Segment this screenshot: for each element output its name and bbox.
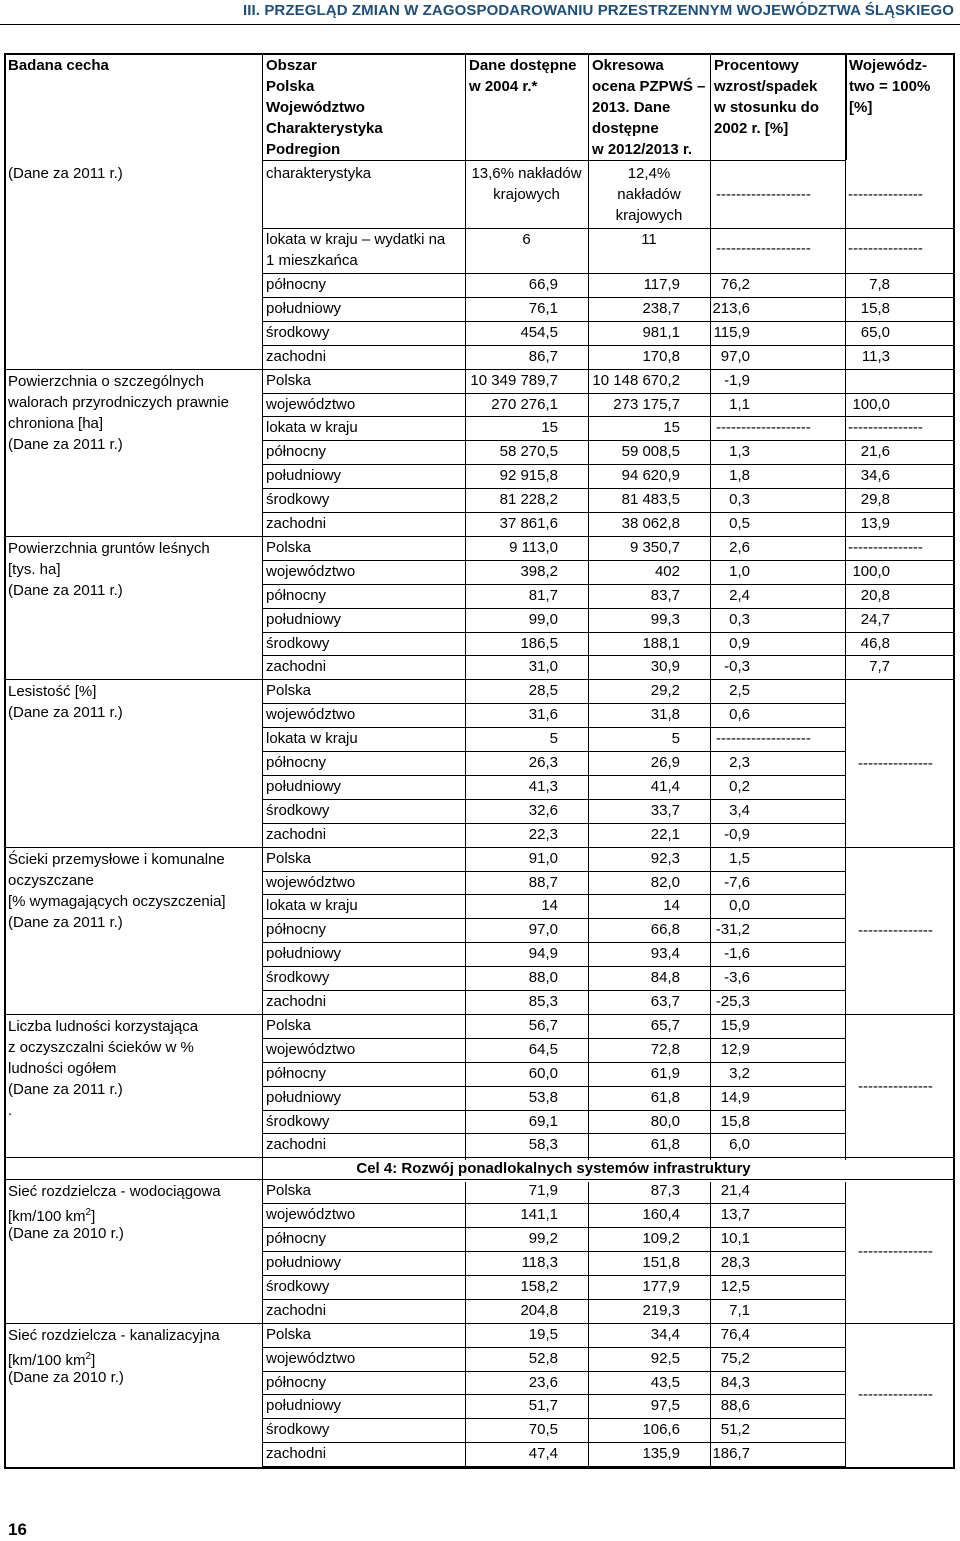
header-dane-2004: w 2004 r.* — [469, 78, 538, 95]
value-2013: 94 620,9 — [621, 467, 680, 485]
page-number: 16 — [8, 1520, 27, 1539]
value-2004: 5 — [549, 730, 558, 748]
value-2013: 135,9 — [642, 1445, 680, 1463]
area-name: Polska — [266, 1325, 312, 1343]
value-2004: 14 — [541, 897, 558, 915]
value-woj: 46,8 — [860, 634, 890, 652]
value-pct: 186,7 — [712, 1445, 750, 1463]
area-name: środkowy — [266, 801, 330, 819]
value-2004: 23,6 — [528, 1373, 558, 1391]
section-label: (Dane za 2010 r.) — [8, 1368, 124, 1386]
value-2004: 81 228,2 — [499, 491, 558, 509]
area-name: zachodni — [266, 1136, 327, 1154]
value-woj: 13,9 — [860, 515, 890, 532]
value-2004: 97,0 — [528, 921, 558, 939]
area-name: województwo — [266, 1349, 356, 1367]
area-name: południowy — [266, 1254, 342, 1271]
value-woj: 100,0 — [852, 395, 890, 413]
value-2004: 99,2 — [528, 1230, 558, 1248]
value-2013: 170,8 — [642, 347, 680, 365]
value-pct: 0,3 — [729, 610, 750, 628]
table-hline — [262, 1466, 845, 1467]
value-woj: --------------- — [848, 240, 923, 257]
value-2013: 59 008,5 — [621, 443, 680, 461]
value-woj: --------------- — [848, 538, 923, 556]
area-name: środkowy — [266, 323, 330, 341]
area-name: północny — [266, 1373, 327, 1391]
area-name: północny — [266, 443, 327, 461]
value-2013: 9 350,7 — [629, 538, 680, 556]
value-2013: 61,8 — [650, 1088, 680, 1106]
value-2013: 33,7 — [650, 801, 680, 819]
value-2004: 70,5 — [528, 1421, 558, 1439]
value-2013: 12,4% — [627, 165, 671, 182]
area-name: lokata w kraju — [266, 419, 358, 437]
value-2004: 81,7 — [528, 586, 558, 604]
table-vline — [845, 53, 847, 160]
value-pct: -3,6 — [724, 969, 750, 987]
value-pct: -31,2 — [715, 921, 750, 939]
value-2004: 204,8 — [520, 1301, 558, 1319]
value-2004: 31,6 — [528, 706, 558, 724]
value-2013: 82,0 — [650, 873, 680, 891]
value-2004: 47,4 — [528, 1445, 558, 1463]
value-2004: 58,3 — [528, 1136, 558, 1154]
unit-text: ] — [91, 1208, 96, 1226]
header-obszar: Charakterystyka — [266, 120, 383, 137]
area-name: zachodni — [266, 658, 327, 676]
value-2013: 65,7 — [650, 1016, 680, 1034]
header-procentowy: wzrost/spadek — [714, 78, 818, 95]
value-2004: 91,0 — [528, 849, 558, 867]
value-2004: 99,0 — [528, 610, 558, 628]
value-woj-merged: --------------- — [858, 1243, 933, 1260]
area-name: południowy — [266, 610, 342, 628]
area-name: województwo — [266, 395, 356, 413]
area-name: Polska — [266, 682, 312, 700]
value-2013: 177,9 — [642, 1277, 680, 1295]
area-name: północny — [266, 921, 327, 939]
value-woj: 29,8 — [860, 491, 890, 509]
value-2013: 81 483,5 — [621, 491, 680, 509]
value-2013: 10 148 670,2 — [592, 371, 680, 389]
section-label: (Dane za 2011 r.) — [8, 581, 123, 599]
value-2004: 76,1 — [528, 299, 558, 317]
area-name: województwo — [266, 562, 356, 580]
value-2004: 53,8 — [528, 1088, 558, 1106]
value-2004: 13,6% nakładów — [471, 165, 582, 182]
value-pct: 97,0 — [720, 347, 750, 365]
value-2013: 219,3 — [642, 1301, 680, 1319]
value-2004: 37 861,6 — [499, 515, 558, 532]
goal-row-title: Cel 4: Rozwój ponadlokalnych systemów infrastruktury — [356, 1160, 751, 1178]
header-procentowy: w stosunku do — [714, 99, 819, 116]
header-title: III. PRZEGLĄD ZMIAN W ZAGOSPODAROWANIU PRZESTRZENNYM WOJEWÓDZTWA ŚLĄSKIEGO — [242, 2, 954, 19]
value-pct: -25,3 — [715, 993, 750, 1010]
value-pct: 15,9 — [720, 1016, 750, 1034]
value-pct: 2,4 — [729, 586, 750, 604]
value-2004: 60,0 — [528, 1064, 558, 1082]
value-2013: 34,4 — [650, 1325, 680, 1343]
section-label: Powierzchnia o szczególnych — [8, 372, 204, 390]
value-pct: 6,0 — [729, 1136, 750, 1154]
value-2004: 19,5 — [528, 1325, 558, 1343]
area-name: lokata w kraju – wydatki na — [266, 231, 446, 248]
value-pct: 15,8 — [720, 1112, 750, 1130]
value-2013: 11 — [641, 231, 657, 248]
unit-superscript: 2 — [85, 1207, 92, 1219]
value-woj: --------------- — [848, 419, 923, 437]
value-woj-merged: --------------- — [858, 922, 933, 940]
section-label: oczyszczane — [8, 871, 94, 889]
value-2013: 106,6 — [642, 1421, 680, 1439]
value-2013: 43,5 — [650, 1373, 680, 1391]
value-pct: 12,9 — [720, 1040, 750, 1058]
value-pct: -1,6 — [724, 945, 750, 963]
section-label: Lesistość [%] — [8, 683, 97, 701]
value-pct: 1,8 — [729, 467, 750, 485]
value-woj: 34,6 — [860, 467, 890, 485]
value-2013: 117,9 — [643, 276, 680, 293]
area-name: charakterystyka — [266, 165, 372, 182]
value-2004: 6 — [522, 231, 531, 248]
value-2013: 92,5 — [650, 1349, 680, 1367]
value-pct: ------------------- — [716, 240, 811, 257]
value-2004: 158,2 — [520, 1277, 558, 1295]
value-pct: 2,5 — [729, 682, 750, 700]
section-label: walorach przyrodniczych prawnie — [8, 393, 229, 411]
value-2013: 63,7 — [650, 993, 680, 1010]
value-pct: 0,5 — [729, 515, 750, 532]
value-woj: 100,0 — [852, 562, 890, 580]
value-pct: 75,2 — [720, 1349, 750, 1367]
value-pct: ------------------- — [716, 730, 811, 748]
header-obszar: Województwo — [266, 99, 365, 116]
section-label: (Dane za 2011 r.) — [8, 165, 123, 182]
value-2013: 93,4 — [650, 945, 680, 963]
header-wojewodztwo: two = 100% — [849, 78, 931, 95]
value-pct: 1,3 — [729, 443, 750, 461]
value-2013: 151,8 — [642, 1254, 680, 1271]
value-woj: 7,8 — [869, 276, 890, 293]
area-name: Polska — [266, 1182, 312, 1200]
value-2013: 97,5 — [650, 1397, 680, 1415]
table-vline — [465, 53, 466, 160]
value-pct: 14,9 — [720, 1088, 750, 1106]
table-vline — [710, 53, 711, 160]
value-2004: 26,3 — [528, 754, 558, 771]
value-2013: 61,8 — [650, 1136, 680, 1154]
value-2013: 72,8 — [650, 1040, 680, 1058]
value-pct: -1,9 — [724, 371, 750, 389]
value-pct: 7,1 — [729, 1301, 750, 1319]
area-name: lokata w kraju — [266, 730, 358, 748]
area-name: południowy — [266, 945, 342, 963]
section-label: z oczyszczalni ścieków w % — [8, 1038, 194, 1056]
value-pct: 3,4 — [729, 801, 750, 819]
value-2013: 30,9 — [650, 658, 680, 676]
value-2004: 31,0 — [528, 658, 558, 676]
area-name: Polska — [266, 849, 312, 867]
value-2004: 118,3 — [521, 1254, 558, 1271]
area-name: południowy — [266, 299, 342, 317]
header-badana-cecha: Badana cecha — [8, 57, 109, 74]
value-2004: 10 349 789,7 — [470, 371, 558, 389]
value-2013: 109,2 — [642, 1230, 680, 1248]
unit-superscript: 2 — [85, 1350, 92, 1362]
value-2004: 41,3 — [528, 777, 558, 795]
area-name: południowy — [266, 467, 342, 485]
area-name: północny — [266, 586, 327, 604]
value-2004: 88,0 — [528, 969, 558, 987]
value-2004: 52,8 — [528, 1349, 558, 1367]
section-label: Sieć rozdzielcza - wodociągowa — [8, 1183, 221, 1201]
value-2004: 86,7 — [528, 347, 558, 365]
area-name: 1 mieszkańca — [266, 252, 358, 269]
header-ocena: Okresowa — [592, 57, 664, 74]
value-2013: 38 062,8 — [621, 515, 680, 532]
value-2004: 85,3 — [528, 993, 558, 1010]
value-2004: 9 113,0 — [509, 538, 558, 556]
header-dane-2004: Dane dostępne — [469, 57, 577, 74]
area-name: Polska — [266, 538, 312, 556]
value-pct: 1,1 — [729, 395, 750, 413]
value-2004: 69,1 — [528, 1112, 558, 1130]
area-name: zachodni — [266, 1301, 327, 1319]
value-2013: krajowych — [615, 207, 683, 224]
value-woj: 7,7 — [869, 658, 890, 676]
value-pct: 10,1 — [720, 1230, 750, 1248]
value-pct: 115,9 — [713, 323, 750, 341]
header-obszar: Podregion — [266, 141, 341, 158]
section-label: (Dane za 2011 r.) — [8, 1080, 123, 1098]
unit-text: [km/100 km — [8, 1208, 86, 1226]
value-2004: 94,9 — [528, 945, 558, 963]
area-name: zachodni — [266, 1445, 327, 1463]
area-name: północny — [266, 276, 327, 293]
area-name: środkowy — [266, 969, 330, 987]
value-pct: 2,3 — [729, 754, 750, 771]
value-2013: 238,7 — [642, 299, 680, 317]
value-woj-merged: --------------- — [858, 1386, 933, 1404]
unit-text: ] — [91, 1351, 96, 1369]
area-name: środkowy — [266, 1277, 330, 1295]
value-2013: 31,8 — [650, 706, 680, 724]
header-procentowy: Procentowy — [714, 57, 800, 74]
value-woj: 24,7 — [860, 610, 890, 628]
value-2004: 66,9 — [528, 276, 558, 293]
value-pct: 0,3 — [729, 491, 750, 509]
value-2013: 61,9 — [650, 1064, 680, 1082]
section-label: (Dane za 2011 r.) — [8, 704, 123, 722]
value-2004: 22,3 — [528, 825, 558, 843]
value-pct: -7,6 — [724, 873, 750, 891]
value-2004: 28,5 — [528, 682, 558, 700]
section-label: ludności ogółem — [8, 1059, 117, 1077]
value-2004: 270 276,1 — [491, 395, 558, 413]
value-2004: 64,5 — [528, 1040, 558, 1058]
value-2013: 80,0 — [650, 1112, 680, 1130]
value-pct: 84,3 — [720, 1373, 750, 1391]
value-2004: 56,7 — [528, 1016, 558, 1034]
section-label: Powierzchnia gruntów leśnych — [8, 539, 210, 557]
value-2004: 186,5 — [520, 634, 558, 652]
area-name: południowy — [266, 777, 342, 795]
header-wojewodztwo: [%] — [849, 99, 873, 116]
table-hline — [262, 160, 845, 161]
value-pct: 51,2 — [720, 1421, 750, 1439]
value-pct: 21,4 — [720, 1182, 750, 1200]
area-name: województwo — [266, 706, 356, 724]
area-name: środkowy — [266, 1421, 330, 1439]
table-vline — [262, 53, 263, 1469]
area-name: północny — [266, 754, 327, 771]
area-name: południowy — [266, 1397, 342, 1415]
header-obszar: Polska — [266, 78, 315, 95]
area-name: Polska — [266, 1016, 312, 1034]
value-pct: 0,6 — [729, 706, 750, 724]
unit-text: [km/100 km — [8, 1351, 86, 1369]
value-woj: 21,6 — [860, 443, 890, 461]
header-procentowy: 2002 r. [%] — [714, 120, 789, 137]
value-pct: 13,7 — [720, 1206, 750, 1224]
area-name: północny — [266, 1230, 327, 1248]
area-name: północny — [266, 1064, 327, 1082]
value-pct: 12,5 — [720, 1277, 750, 1295]
value-2004: 15 — [541, 419, 558, 437]
value-2004: krajowych — [493, 186, 560, 203]
area-name: zachodni — [266, 515, 327, 532]
value-2013: 5 — [671, 730, 680, 748]
value-2013: 29,2 — [650, 682, 680, 700]
value-pct: 0,0 — [729, 897, 750, 915]
value-2004: 51,7 — [528, 1397, 558, 1415]
value-2004: 88,7 — [528, 873, 558, 891]
value-2013: 84,8 — [650, 969, 680, 987]
header-ocena: 2013. Dane — [592, 99, 671, 116]
value-2013: 981,1 — [642, 323, 680, 341]
area-name: środkowy — [266, 1112, 330, 1130]
value-woj: 65,0 — [860, 323, 890, 341]
value-pct: 28,3 — [720, 1254, 750, 1271]
value-woj: 15,8 — [860, 299, 890, 317]
area-name: zachodni — [266, 347, 327, 365]
value-pct: 1,0 — [729, 562, 750, 580]
value-2013: 22,1 — [650, 825, 680, 843]
value-pct: 1,5 — [729, 849, 750, 867]
value-2013: nakładów — [617, 186, 681, 203]
value-pct: 0,2 — [729, 777, 750, 795]
value-2013: 99,3 — [650, 610, 680, 628]
value-pct: -0,3 — [724, 658, 750, 676]
value-2013: 87,3 — [650, 1182, 680, 1200]
value-pct: 213,6 — [712, 299, 750, 317]
value-woj-merged: --------------- — [858, 754, 933, 772]
page-header — [0, 0, 960, 25]
value-2013: 188,1 — [642, 634, 680, 652]
header-ocena: dostępne — [592, 120, 659, 137]
section-label: Liczba ludności korzystająca — [8, 1017, 199, 1035]
section-label: (Dane za 2010 r.) — [8, 1225, 124, 1243]
value-pct: ------------------- — [716, 419, 811, 437]
value-2013: 160,4 — [642, 1206, 680, 1224]
section-label: Sieć rozdzielcza - kanalizacyjna — [8, 1326, 220, 1344]
value-2013: 92,3 — [650, 849, 680, 867]
value-2004: 71,9 — [528, 1182, 558, 1200]
section-label: [tys. ha] — [8, 560, 61, 578]
value-2013: 41,4 — [650, 777, 680, 795]
header-obszar: Obszar — [266, 57, 317, 74]
header-wojewodztwo: Wojewódz- — [849, 57, 928, 74]
value-2004: 92 915,8 — [499, 467, 558, 485]
value-pct: 76,4 — [720, 1325, 750, 1343]
area-name: środkowy — [266, 491, 330, 509]
value-pct: 0,9 — [729, 634, 750, 652]
value-2013: 83,7 — [650, 586, 680, 604]
value-2004: 398,2 — [520, 562, 558, 580]
section-label: (Dane za 2011 r.) — [8, 913, 123, 931]
value-2004: 58 270,5 — [499, 443, 558, 461]
value-pct: 3,2 — [729, 1064, 750, 1082]
area-name: Polska — [266, 371, 312, 389]
value-pct: ------------------- — [716, 186, 811, 203]
section-label: [% wymagających oczyszczenia] — [8, 892, 226, 910]
value-2013: 273 175,7 — [613, 395, 680, 413]
value-pct: 2,6 — [729, 538, 750, 556]
value-2013: 15 — [663, 419, 680, 437]
area-name: województwo — [266, 873, 356, 891]
value-2004: 454,5 — [520, 323, 558, 341]
area-name: województwo — [266, 1040, 356, 1058]
header-ocena: w 2012/2013 r. — [592, 141, 693, 158]
value-woj-merged: --------------- — [858, 1077, 933, 1095]
value-2004: 141,1 — [520, 1206, 558, 1224]
value-2013: 14 — [663, 897, 680, 915]
table-vline — [588, 53, 589, 160]
section-label: chroniona [ha] — [8, 414, 104, 432]
section-label: Ścieki przemysłowe i komunalne — [8, 850, 225, 868]
area-name: lokata w kraju — [266, 897, 358, 915]
section-label: (Dane za 2011 r.) — [8, 435, 123, 453]
value-2013: 26,9 — [650, 754, 680, 771]
area-name: południowy — [266, 1088, 342, 1106]
value-woj: 11,3 — [861, 347, 890, 365]
value-2004: 32,6 — [528, 801, 558, 819]
table-vline — [845, 1182, 846, 1469]
value-pct: 88,6 — [720, 1397, 750, 1415]
area-name: zachodni — [266, 825, 327, 843]
area-name: środkowy — [266, 634, 330, 652]
area-name: zachodni — [266, 993, 327, 1010]
section-label: . — [8, 1101, 13, 1119]
value-2013: 402 — [654, 562, 680, 580]
header-ocena: ocena PZPWŚ – — [592, 78, 706, 95]
value-2013: 66,8 — [650, 921, 680, 939]
value-pct: -0,9 — [724, 825, 750, 843]
area-name: województwo — [266, 1206, 356, 1224]
value-pct: 76,2 — [720, 276, 750, 293]
value-woj: 20,8 — [860, 586, 890, 604]
value-woj: --------------- — [848, 186, 923, 203]
